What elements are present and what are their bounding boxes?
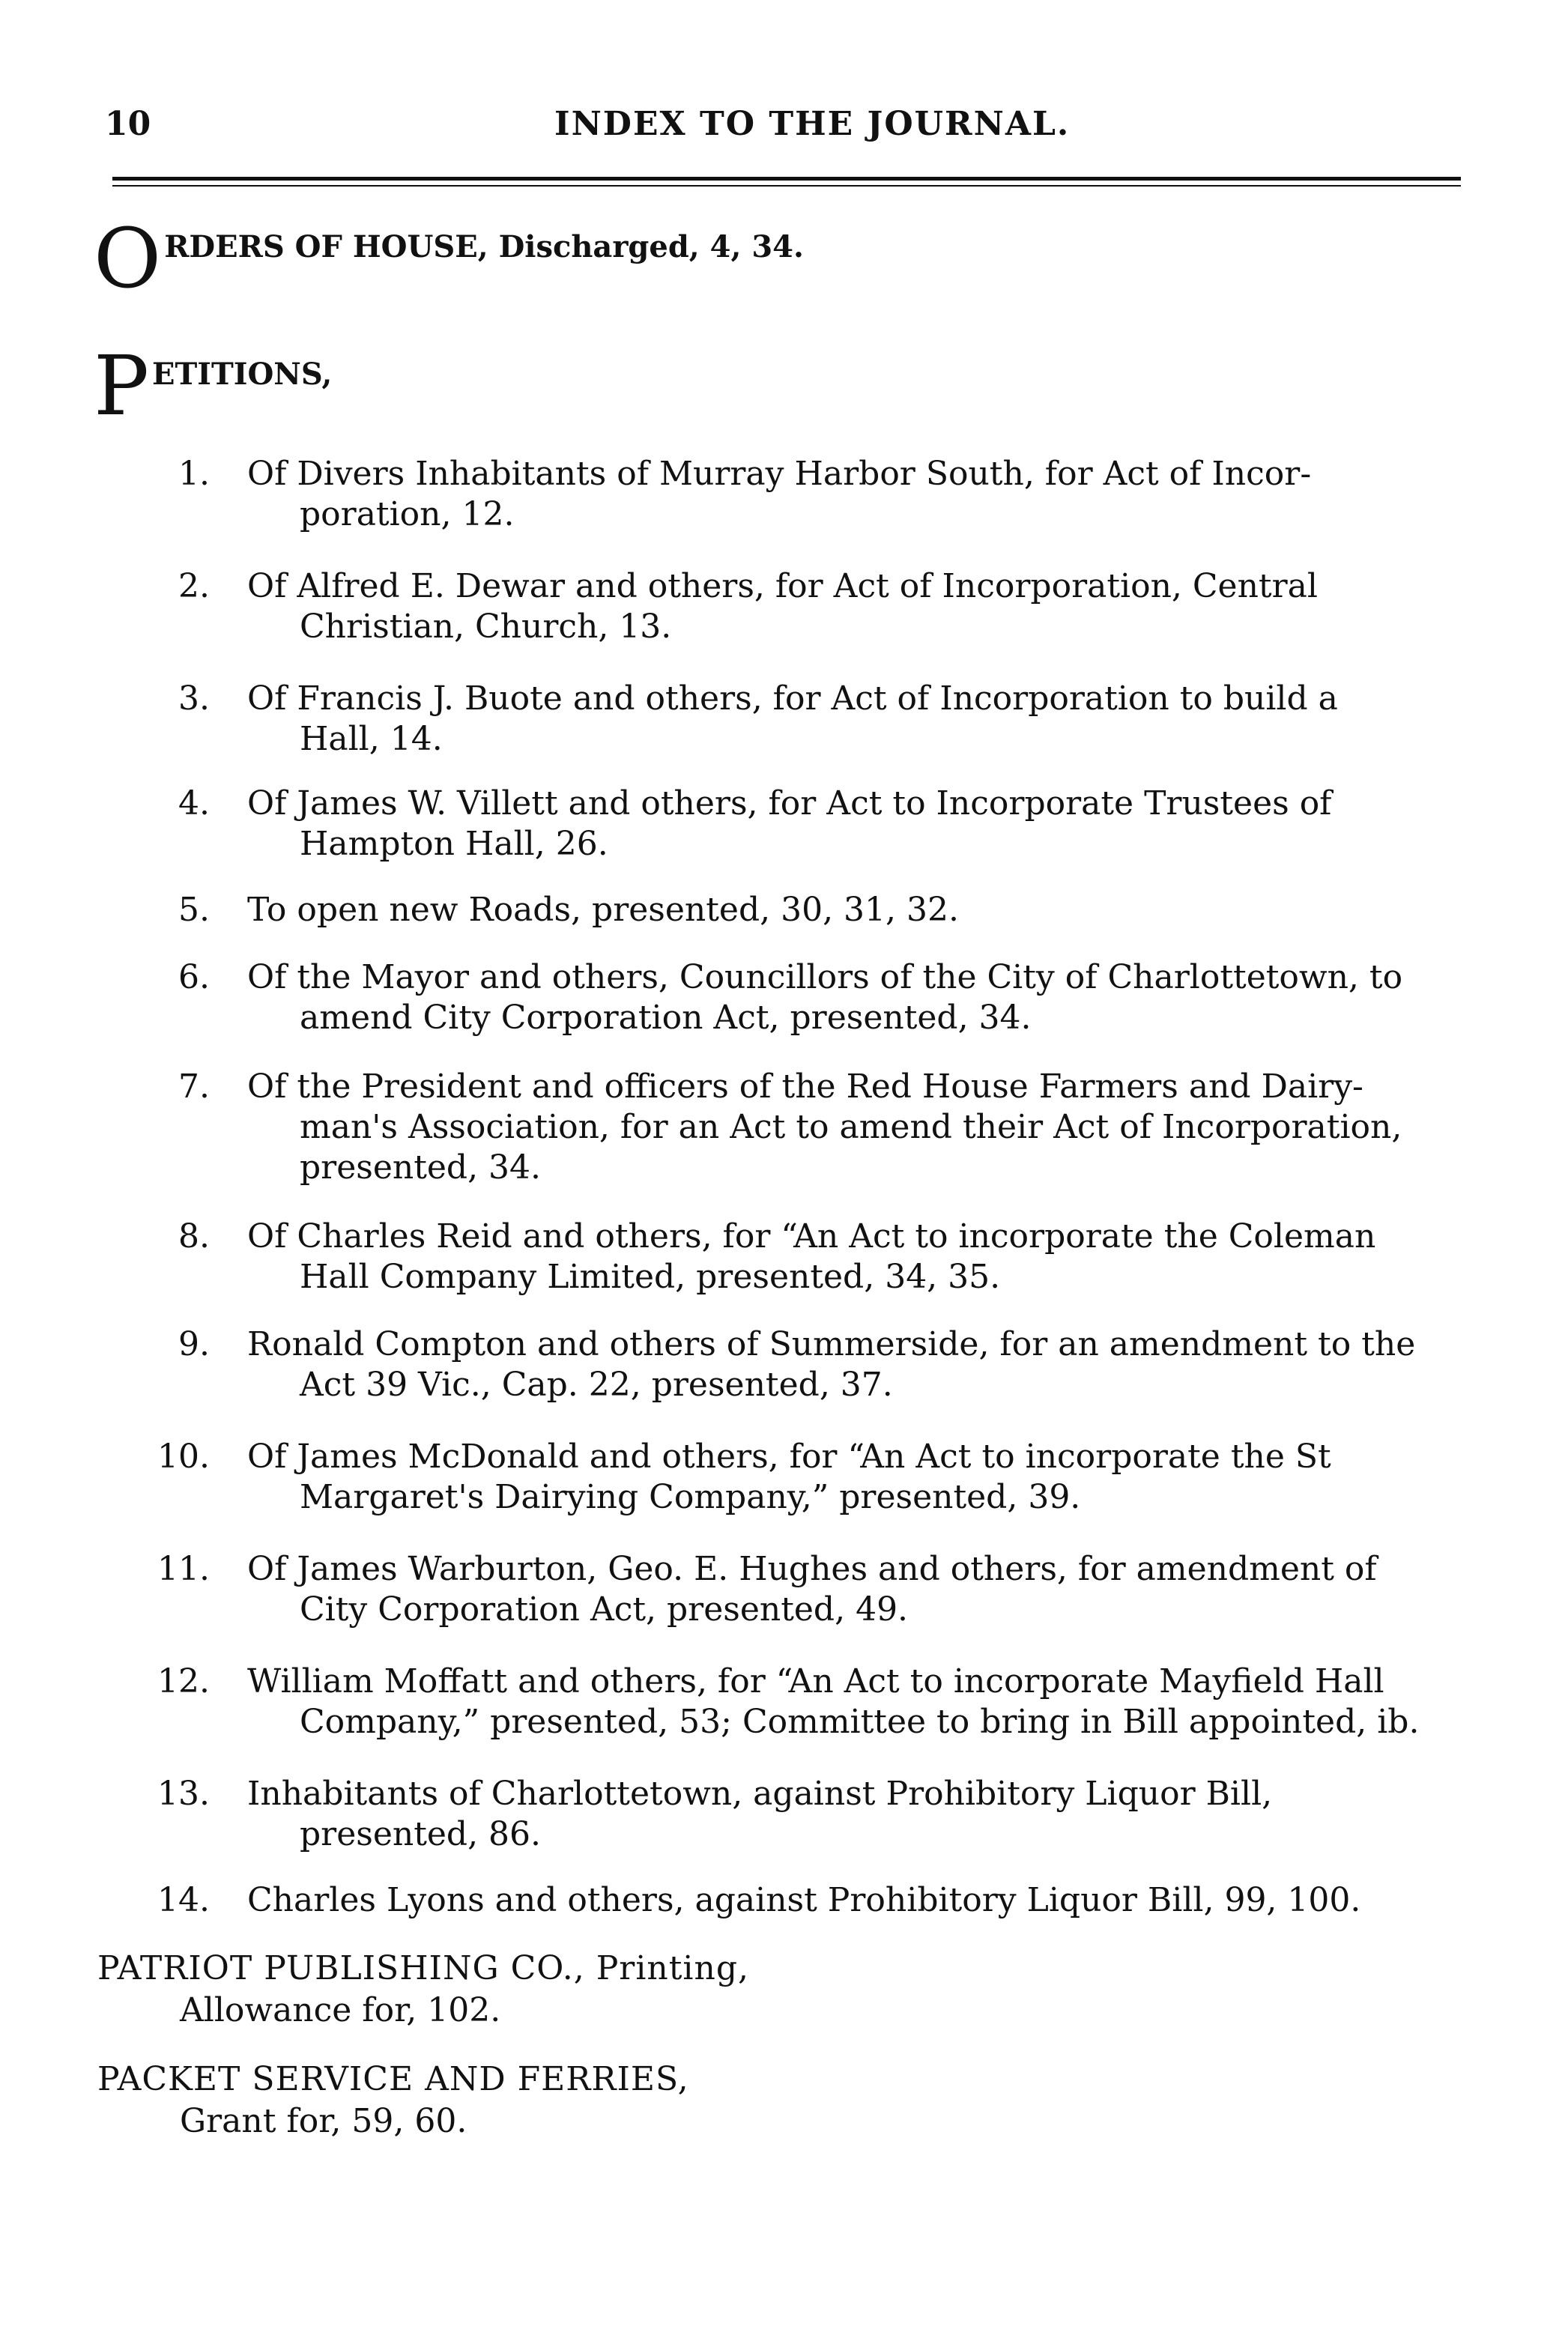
entry-line: William Moffatt and others, for “An Act to incorporate Mayfield Hall	[247, 1662, 1384, 1700]
entry-text	[247, 1437, 1461, 1518]
entry-heading: PACKET SERVICE AND FERRIES,	[97, 2060, 689, 2098]
entry-text	[247, 1662, 1461, 1742]
entry-line: Of Alfred E. Dewar and others, for Act of Incorporation, Central	[247, 567, 1318, 605]
entry-text	[247, 957, 1461, 1038]
entry-number: 3.	[178, 679, 210, 718]
entry-line: Of James W. Villett and others, for Act to Incorporate Trustees of	[247, 784, 1332, 823]
orders-dropcap: O	[94, 211, 162, 306]
entry-line: amend City Corporation Act, presented, 34.	[300, 999, 1032, 1037]
packet-service-entry	[97, 2059, 689, 2142]
entry-number: 9.	[178, 1325, 210, 1363]
entry-number: 14.	[157, 1881, 210, 1919]
entry-number: 10.	[157, 1438, 210, 1476]
header-rule-thick	[112, 177, 1461, 181]
running-title: INDEX TO THE JOURNAL.	[554, 105, 1071, 143]
entry-line: Company,” presented, 53; Committee to bring in Bill appointed, ib.	[300, 1703, 1420, 1741]
entry-text	[247, 1774, 1461, 1855]
entry-line: Of the President and officers of the Red House Farmers and Dairy-	[247, 1067, 1363, 1106]
entry-line: man's Association, for an Act to amend their Act of Incorporation,	[300, 1108, 1402, 1146]
entry-line: City Corporation Act, presented, 49.	[300, 1590, 909, 1629]
entry-number: 1.	[178, 455, 210, 493]
page-header	[97, 105, 1461, 150]
entry-line: Hall, 14.	[300, 720, 443, 758]
entry-line: Of Divers Inhabitants of Murray Harbor South, for Act of Incor-	[247, 455, 1312, 493]
entry-text	[247, 1067, 1461, 1188]
entry-text	[247, 1549, 1461, 1630]
entry-line: Of James Warburton, Geo. E. Hughes and others, for amendment of	[247, 1550, 1377, 1588]
entry-text	[247, 566, 1461, 647]
petitions-heading-text: ETITIONS,	[152, 357, 333, 392]
entry-text	[247, 890, 1461, 930]
entry-number: 12.	[157, 1662, 210, 1700]
entry-line: Charles Lyons and others, against Prohibitory Liquor Bill, 99, 100.	[247, 1881, 1361, 1919]
entry-line: Ronald Compton and others of Summerside, for an amendment to the	[247, 1325, 1416, 1363]
entry-line: poration, 12.	[300, 495, 515, 533]
entry-line: Grant for, 59, 60.	[180, 2102, 467, 2140]
entry-line: To open new Roads, presented, 30, 31, 32.	[247, 891, 959, 929]
entry-line: Hampton Hall, 26.	[300, 825, 608, 863]
entry-line: Inhabitants of Charlottetown, against Prohibitory Liquor Bill,	[247, 1775, 1273, 1813]
entry-text	[247, 1217, 1461, 1297]
entry-number: 2.	[178, 567, 210, 605]
entry-text	[247, 784, 1461, 864]
entry-line: presented, 86.	[300, 1815, 542, 1853]
entry-line: presented, 34.	[300, 1148, 542, 1187]
entry-number: 13.	[157, 1775, 210, 1813]
entry-text	[247, 679, 1461, 760]
entry-number: 5.	[178, 891, 210, 929]
entry-number: 6.	[178, 958, 210, 996]
entry-line: Allowance for, 102.	[180, 1991, 501, 2029]
entry-line: Christian, Church, 13.	[300, 608, 672, 646]
entry-number: 8.	[178, 1217, 210, 1256]
header-rule-thin	[112, 185, 1461, 187]
entry-line: Margaret's Dairying Company,” presented, 39.	[300, 1478, 1081, 1516]
entry-text	[247, 1880, 1461, 1921]
entry-line: Act 39 Vic., Cap. 22, presented, 37.	[300, 1366, 893, 1404]
entry-line: Of Charles Reid and others, for “An Act to incorporate the Coleman	[247, 1217, 1376, 1256]
entry-line: Of the Mayor and others, Councillors of the City of Charlottetown, to	[247, 958, 1403, 996]
orders-heading-text: RDERS OF HOUSE, Discharged, 4, 34.	[164, 229, 804, 264]
patriot-publishing-entry	[97, 1948, 749, 2032]
page-number: 10	[105, 105, 151, 143]
entry-heading: PATRIOT PUBLISHING CO., Printing,	[97, 1949, 749, 1987]
entry-text	[247, 454, 1461, 535]
petitions-dropcap: P	[94, 338, 150, 434]
petitions-heading	[94, 338, 333, 434]
entry-text	[247, 1324, 1461, 1405]
entry-number: 7.	[178, 1067, 210, 1106]
entry-line: Hall Company Limited, presented, 34, 35.	[300, 1258, 1001, 1296]
entry-number: 4.	[178, 784, 210, 823]
entry-line: Of James McDonald and others, for “An Act to incorporate the St	[247, 1438, 1331, 1476]
orders-heading	[94, 211, 804, 306]
entry-line: Of Francis J. Buote and others, for Act of Incorporation to build a	[247, 679, 1338, 718]
entry-number: 11.	[157, 1550, 210, 1588]
